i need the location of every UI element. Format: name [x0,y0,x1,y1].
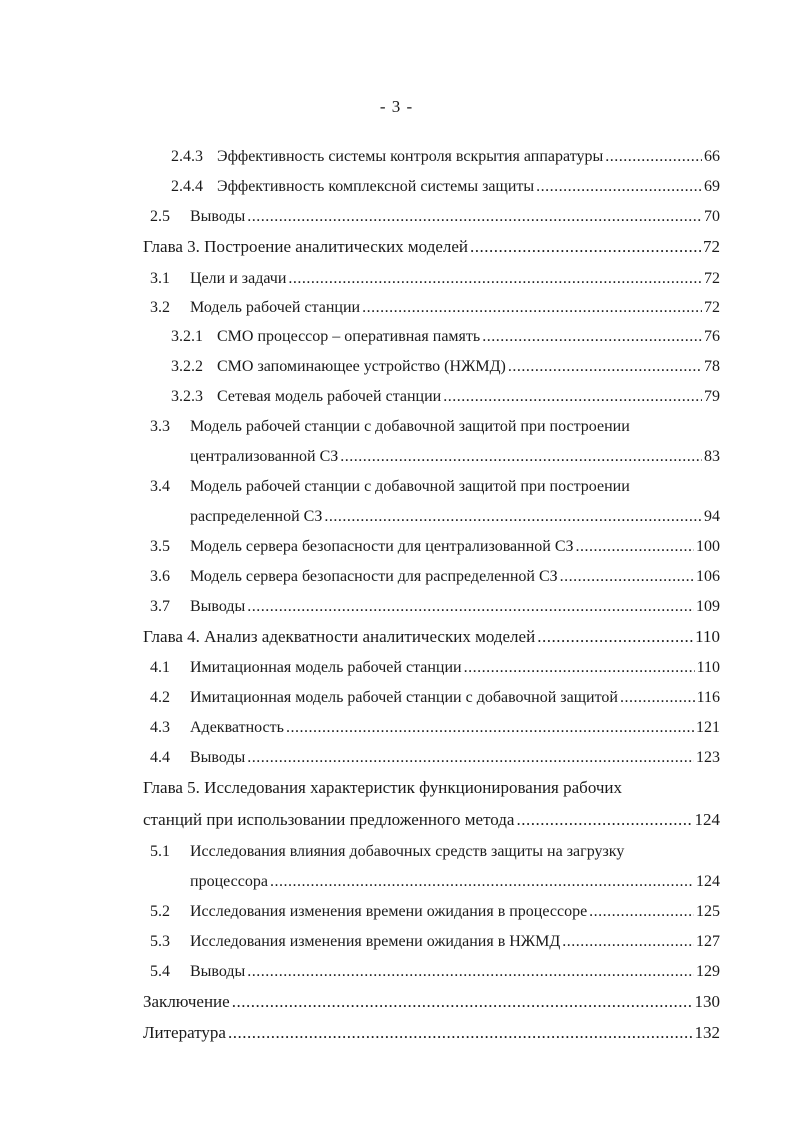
toc-entry-5-2[interactable] [150,901,720,923]
dot-leader [324,506,702,528]
dot-leader [288,268,702,290]
dot-leader [537,626,693,648]
toc-entry-title: Модель рабочей станции с добавочной защитой при построении [190,478,630,495]
toc-entry-title: Глава 4. Анализ адекватности аналитических моделей [143,627,536,646]
toc-entry-page: 106 [696,568,720,585]
toc-entry-title: Эффективность системы контроля вскрытия аппаратуры [217,148,604,165]
toc-entry-title: станций при использовании предложенного метода [143,810,515,829]
toc-entry-3-7[interactable] [150,596,720,618]
toc-entry-number: 4.2 [150,689,170,706]
toc-entry-page: 78 [704,358,720,375]
toc-entry-title: Исследования изменения времени ожидания в НЖМД [190,933,561,950]
toc-entry-title: Заключение [143,992,230,1011]
toc-entry-title: Имитационная модель рабочей станции [190,659,462,676]
dot-leader [340,446,702,468]
toc-entry-3-2-2[interactable] [171,356,720,378]
toc-entry-5-4[interactable] [150,961,720,983]
toc-entry-title: Модель рабочей станции [190,299,361,316]
toc-entry-title: Литература [143,1023,226,1042]
dot-leader [443,386,702,408]
toc-entry-title: Имитационная модель рабочей станции с добавочной защитой [190,689,618,706]
toc-entry-number: 3.3 [150,418,170,435]
dot-leader [286,717,694,739]
toc-entry-page: 130 [694,992,720,1011]
toc-entry-3-2-3[interactable] [171,386,720,408]
toc-entry-number: 3.6 [150,568,170,585]
toc-entry-5-1-continued[interactable] [190,871,720,893]
toc-entry-5-1[interactable] [150,841,624,863]
dot-leader [270,871,694,893]
toc-entry-number: 3.4 [150,478,170,495]
toc-entry-number: 4.4 [150,749,170,766]
toc-entry-title: Модель рабочей станции с добавочной защитой при построении [190,418,630,435]
toc-entry-title: распределенной СЗ [190,508,323,525]
toc-entry-page: 83 [704,448,720,465]
toc-entry-number: 3.1 [150,270,170,287]
toc-entry-4-1[interactable] [150,657,720,679]
toc-entry-title: Модель сервера безопасности для централизованной СЗ [190,538,574,555]
toc-entry-title: Сетевая модель рабочей станции [217,388,442,405]
toc-entry-page: 116 [696,689,720,706]
toc-entry-page: 109 [696,598,720,615]
toc-entry-number: 3.2.1 [171,328,203,345]
toc-entry-title: Глава 5. Исследования характеристик функционирования рабочих [143,778,623,797]
toc-entry-number: 5.2 [150,903,170,920]
toc-chapter-5[interactable] [143,777,622,799]
dot-leader [247,596,694,618]
toc-entry-page: 69 [704,178,720,195]
toc-entry-3-2[interactable] [150,297,720,319]
toc-entry-4-3[interactable] [150,717,720,739]
dot-leader [470,236,701,258]
toc-entry-2-4-3[interactable] [171,146,720,168]
toc-entry-title: Выводы [190,208,246,225]
toc-entry-page: 129 [696,963,720,980]
toc-entry-number: 5.1 [150,843,170,860]
toc-entry-page: 72 [704,270,720,287]
toc-entry-title: Исследования влияния добавочных средств защиты на загрузку [190,843,625,860]
dot-leader [247,747,694,769]
toc-entry-page: 123 [696,749,720,766]
toc-entry-page: 100 [696,538,720,555]
toc-entry-page: 110 [695,627,720,646]
toc-entry-4-4[interactable] [150,747,720,769]
toc-entry-number: 4.1 [150,659,170,676]
toc-entry-page: 66 [704,148,720,165]
toc-entry-page: 125 [696,903,720,920]
toc-entry-title: Эффективность комплексной системы защиты [217,178,535,195]
dot-leader [516,809,692,831]
dot-leader [605,146,702,168]
toc-entry-3-3-continued[interactable] [190,446,720,468]
dot-leader [576,536,694,558]
toc-entry-page: 70 [704,208,720,225]
page-number: - 3 - [379,97,414,116]
toc-entry-title: централизованной СЗ [190,448,339,465]
dot-leader [536,176,702,198]
toc-entry-title: Исследования изменения времени ожидания в процессоре [190,903,588,920]
toc-entry-title: Выводы [190,598,246,615]
toc-entry-number: 3.2 [150,299,170,316]
toc-entry-3-2-1[interactable] [171,326,720,348]
toc-entry-page: 72 [704,299,720,316]
toc-chapter-4[interactable] [143,626,720,648]
dot-leader [232,991,693,1013]
toc-entry-page: 76 [704,328,720,345]
toc-entry-2-5[interactable] [150,206,720,228]
dot-leader [247,206,702,228]
toc-entry-page: 72 [703,237,720,256]
dot-leader [464,657,695,679]
toc-chapter-3[interactable] [143,236,720,258]
toc-entry-page: 124 [694,810,720,829]
toc-entry-2-4-4[interactable] [171,176,720,198]
toc-entry-title: Глава 3. Построение аналитических моделей [143,237,469,256]
toc-entry-title: Выводы [190,963,246,980]
toc-entry-page: 132 [694,1023,720,1042]
toc-entry-number: 3.5 [150,538,170,555]
dot-leader [560,566,694,588]
dot-leader [228,1022,693,1044]
toc-entry-number: 5.3 [150,933,170,950]
toc-entry-3-5[interactable] [150,536,720,558]
toc-entry-3-4-continued[interactable] [190,506,720,528]
toc-entry-3-6[interactable] [150,566,720,588]
toc-entry-title: Адекватность [190,719,284,736]
toc-conclusion[interactable] [143,991,720,1013]
toc-chapter-5-continued[interactable] [143,809,720,831]
toc-entry-number: 3.7 [150,598,170,615]
toc-entry-page: 121 [696,719,720,736]
toc-entry-3-3[interactable] [150,416,630,438]
toc-entry-number: 3.2.2 [171,358,203,375]
toc-entry-5-3[interactable] [150,931,720,953]
toc-entry-page: 110 [696,659,720,676]
dot-leader [562,931,694,953]
toc-entry-page: 124 [696,873,720,890]
toc-entry-number: 5.4 [150,963,170,980]
toc-entry-title: СМО запоминающее устройство (НЖМД) [217,358,506,375]
toc-entry-number: 2.4.3 [171,148,203,165]
toc-entry-title: Цели и задачи [190,270,287,287]
toc-entry-number: 3.2.3 [171,388,203,405]
toc-entry-3-4[interactable] [150,476,630,498]
toc-entry-title: процессора [190,873,268,890]
toc-entry-page: 127 [696,933,720,950]
dot-leader [362,297,702,319]
toc-entry-3-1[interactable] [150,268,720,290]
toc-entry-4-2[interactable] [150,687,720,709]
toc-entry-number: 2.4.4 [171,178,203,195]
dot-leader [620,687,695,709]
toc-references[interactable] [143,1022,720,1044]
toc-entry-number: 4.3 [150,719,170,736]
dot-leader [482,326,702,348]
toc-entry-title: СМО процессор – оперативная память [217,328,481,345]
toc-entry-page: 94 [704,508,720,525]
dot-leader [247,961,694,983]
toc-entry-page: 79 [704,388,720,405]
toc-entry-title: Модель сервера безопасности для распределенной СЗ [190,568,558,585]
toc-entry-title: Выводы [190,749,246,766]
dot-leader [589,901,694,923]
toc-entry-number: 2.5 [150,208,170,225]
dot-leader [508,356,702,378]
